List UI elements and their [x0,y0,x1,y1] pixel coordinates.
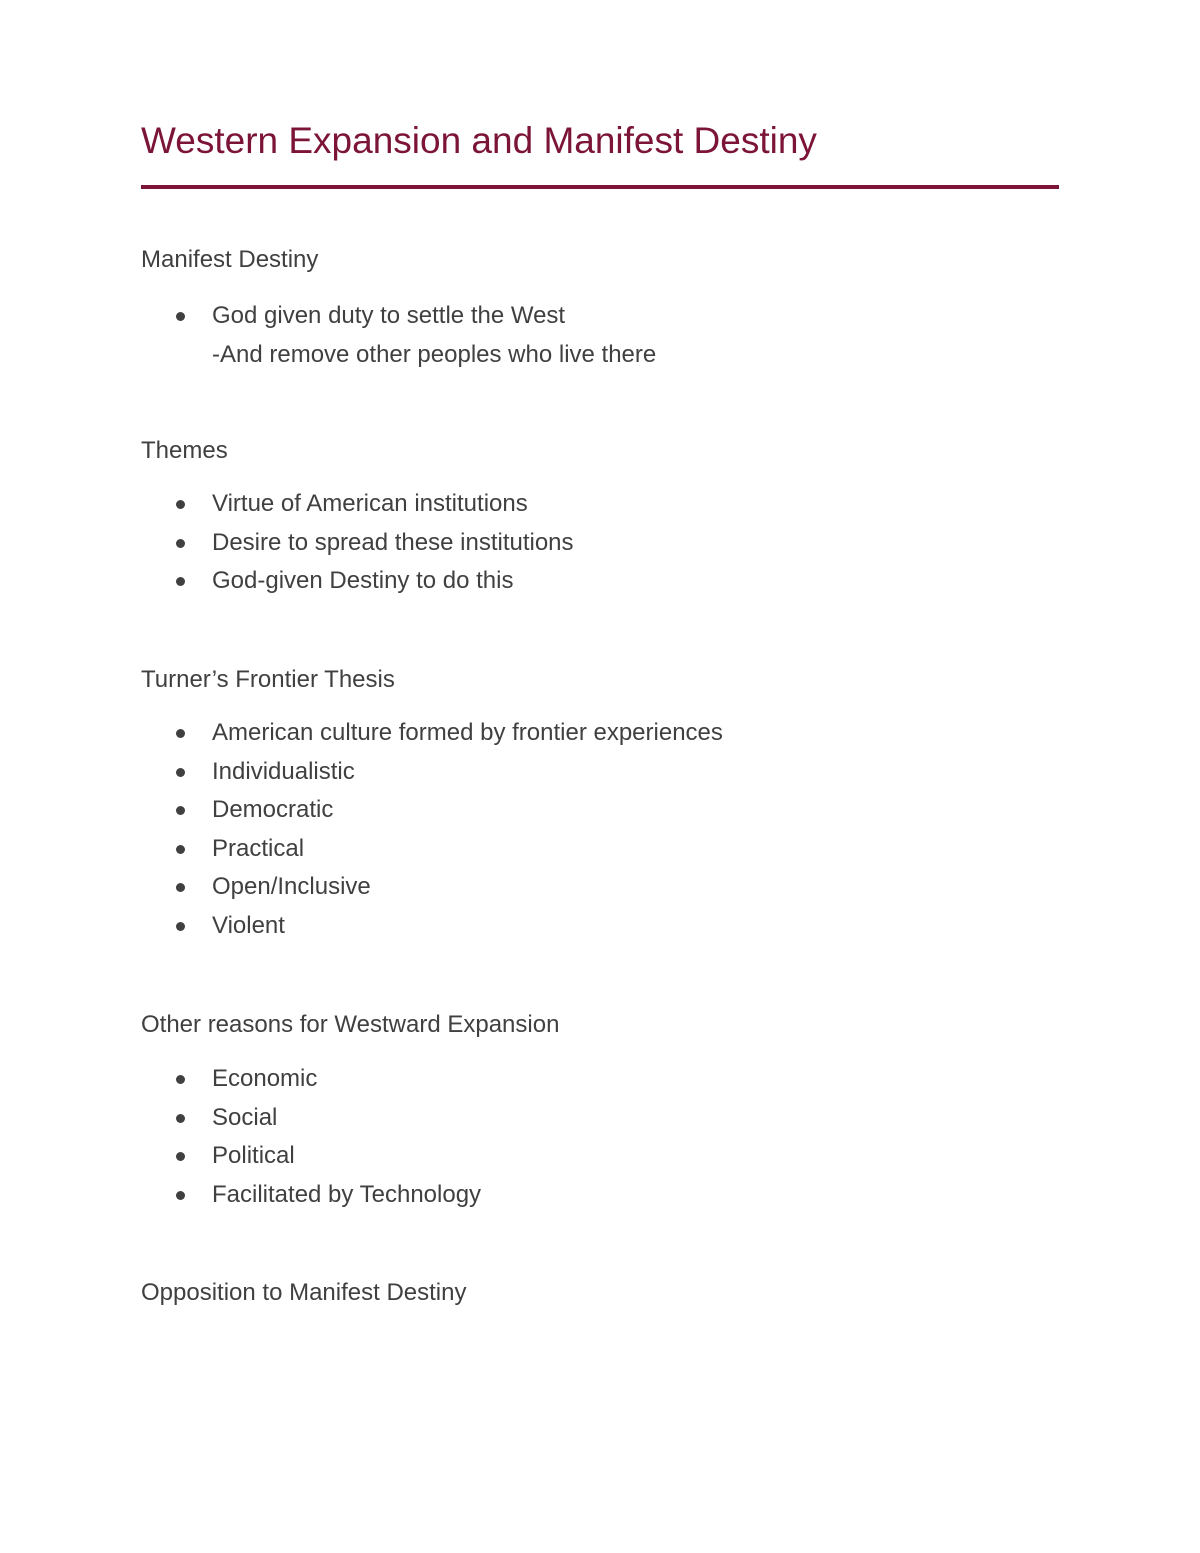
bullet-icon [176,500,185,509]
section-themes [141,436,1101,601]
list-item [141,1099,1101,1138]
list-item-text: Facilitated by Technology [212,1180,482,1208]
list-item [141,297,1101,374]
list-item [141,830,1101,869]
list-item-text: Open/Inclusive [212,873,371,900]
list-item [141,1176,1101,1215]
section-heading: Manifest Destiny [141,246,319,273]
list-item-text: American culture formed by frontier experiences [212,719,723,746]
section-manifest-destiny [141,245,1101,374]
section-heading: Themes [141,437,228,464]
list-item [141,485,1101,524]
bullet-icon [176,845,185,854]
bullet-icon [176,768,185,777]
title-underline-rule [141,185,1059,189]
list-item [141,791,1101,830]
list-item-text: Desire to spread these institutions [212,528,574,556]
bullet-icon [176,883,185,892]
list-item-continuation: -And remove other peoples who live there [212,340,657,368]
bullet-list [141,297,1101,374]
section-other-reasons [141,1010,1101,1214]
list-item-text: God-given Destiny to do this [212,567,514,594]
bullet-icon [176,729,185,738]
list-item [141,562,1101,601]
list-item-text: Virtue of American institutions [212,490,528,517]
list-item-text: Democratic [212,796,334,823]
list-item [141,753,1101,792]
section-opposition [141,1278,1101,1308]
list-item-text: Social [212,1103,278,1131]
section-heading: Turner’s Frontier Thesis [141,666,395,693]
list-item-text: Economic [212,1065,318,1092]
bullet-icon [176,1075,185,1084]
list-item-text: God given duty to settle the West [212,302,566,329]
bullet-icon [176,922,185,931]
section-heading: Opposition to Manifest Destiny [141,1279,467,1306]
bullet-list [141,714,1101,945]
document-title: Western Expansion and Manifest Destiny [141,120,817,161]
list-item-text: Individualistic [212,757,355,785]
list-item [141,524,1101,563]
list-item-text: Practical [212,834,305,862]
list-item-text: Violent [212,911,285,939]
list-item [141,714,1101,753]
list-item [141,1060,1101,1099]
section-heading: Other reasons for Westward Expansion [141,1011,560,1038]
bullet-icon [176,806,185,815]
bullet-list [141,1060,1101,1214]
bullet-icon [176,312,185,321]
bullet-list [141,485,1101,601]
bullet-icon [176,539,185,548]
bullet-icon [176,577,185,586]
bullet-icon [176,1191,185,1200]
bullet-icon [176,1152,185,1161]
bullet-icon [176,1114,185,1123]
list-item [141,868,1101,907]
list-item [141,1137,1101,1176]
list-item-text: Political [212,1142,295,1169]
list-item [141,907,1101,946]
section-frontier-thesis [141,665,1101,945]
